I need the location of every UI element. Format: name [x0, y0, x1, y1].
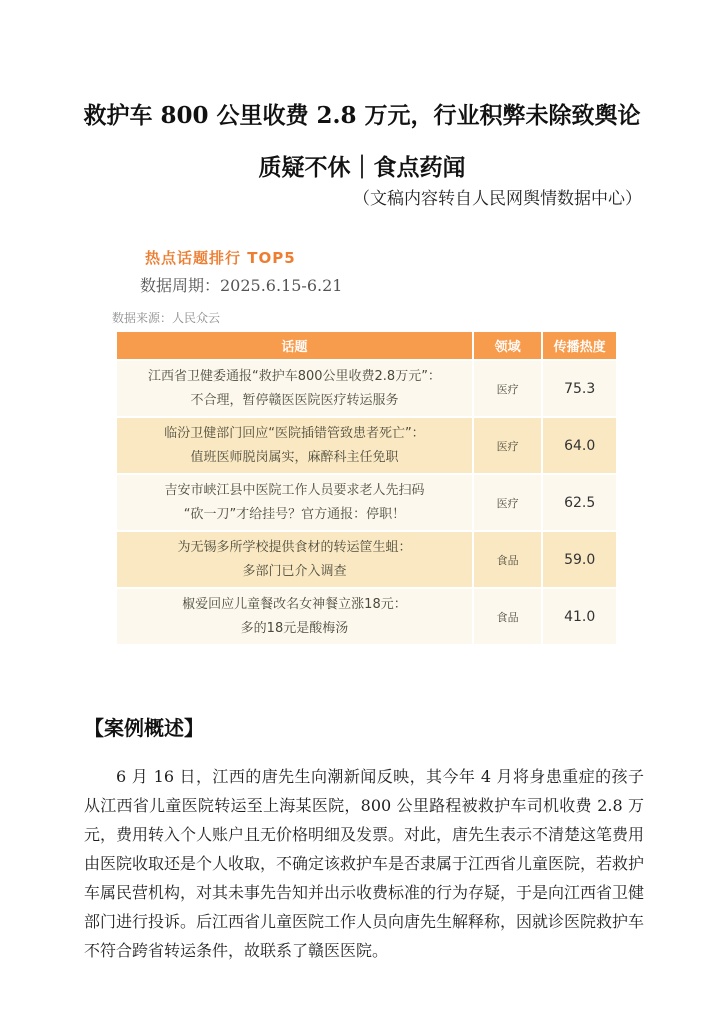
- heat-cell: 41.0: [542, 588, 617, 645]
- case-summary-heading: 【案例概述】: [84, 716, 204, 740]
- data-period-label: 数据周期：2025.6.15-6.21: [140, 276, 343, 295]
- column-header-field: 领域: [473, 331, 542, 360]
- topic-cell: [116, 588, 473, 645]
- topic-line: 临汾卫健部门回应“医院插错管致患者死亡”：: [164, 425, 425, 441]
- topic-line: 多的18元是酸梅汤: [240, 620, 349, 636]
- heat-cell: 75.3: [542, 360, 617, 417]
- data-source-label: 数据来源：人民众云: [112, 311, 221, 325]
- topic-line: 吉安市峡江县中医院工作人员要求老人先扫码: [164, 482, 425, 498]
- topic-cell: [116, 417, 473, 474]
- field-cell: 医疗: [473, 474, 542, 531]
- topic-cell: [116, 474, 473, 531]
- page-title-line-2: 质疑不休｜食点药闻: [258, 154, 466, 181]
- heat-cell: 62.5: [542, 474, 617, 531]
- field-cell: 食品: [473, 531, 542, 588]
- hot-topics-table: [115, 330, 618, 646]
- topic-line: 为无锡多所学校提供食材的转运筐生蛆：: [177, 539, 412, 555]
- topic-line: 多部门已介入调查: [242, 563, 347, 579]
- table-row: [116, 417, 617, 474]
- topic-line: 椒爱回应儿童餐改名女神餐立涨18元：: [182, 596, 407, 612]
- page-title: [42, 90, 682, 194]
- hot-topics-heading: 热点话题排行 TOP5: [145, 249, 296, 267]
- topic-cell: [116, 360, 473, 417]
- topic-line: 不合理，暂停赣医医院医疗转运服务: [190, 392, 399, 408]
- field-cell: 医疗: [473, 360, 542, 417]
- topic-line: “砍一刀”才给挂号？官方通报：停职！: [183, 506, 406, 522]
- table-row: [116, 531, 617, 588]
- heat-cell: 59.0: [542, 531, 617, 588]
- column-header-heat: 传播热度: [542, 331, 617, 360]
- table-header-row: [116, 331, 617, 360]
- field-cell: 食品: [473, 588, 542, 645]
- case-summary-paragraph: 6 月 16 日，江西的唐先生向潮新闻反映，其今年 4 月将身患重症的孩子从江西省儿童医院转运至上海某医院，800 公里路程被救护车司机收费 2.8 万元，费用转入个人账户且无价格明细及发票。对此，唐先生表示不清楚这笔费用由医院收取还是个人收取，不确定该救护车是否隶属于江西省儿童医院，若救护车属民营机构，对其未事先告知并出示收费标准的行为存疑，于是向江西省卫健部门进行投诉。后江西省儿童医院工作人员向唐先生解释称，因就诊医院救护车不符合跨省转运条件，故联系了赣医医院。: [84, 767, 645, 960]
- topic-line: 值班医师脱岗属实，麻醉科主任免职: [190, 449, 399, 465]
- attribution-note: （文稿内容转自人民网舆情数据中心）: [353, 189, 642, 209]
- topic-line: 江西省卫健委通报“救护车800公里收费2.8万元”：: [147, 368, 441, 384]
- page-title-line-1: 救护车 800 公里收费 2.8 万元，行业积弊未除致舆论: [83, 102, 641, 129]
- table-row: [116, 588, 617, 645]
- column-header-topic: 话题: [116, 331, 473, 360]
- table-row: [116, 360, 617, 417]
- topic-cell: [116, 531, 473, 588]
- field-cell: 医疗: [473, 417, 542, 474]
- heat-cell: 64.0: [542, 417, 617, 474]
- table-row: [116, 474, 617, 531]
